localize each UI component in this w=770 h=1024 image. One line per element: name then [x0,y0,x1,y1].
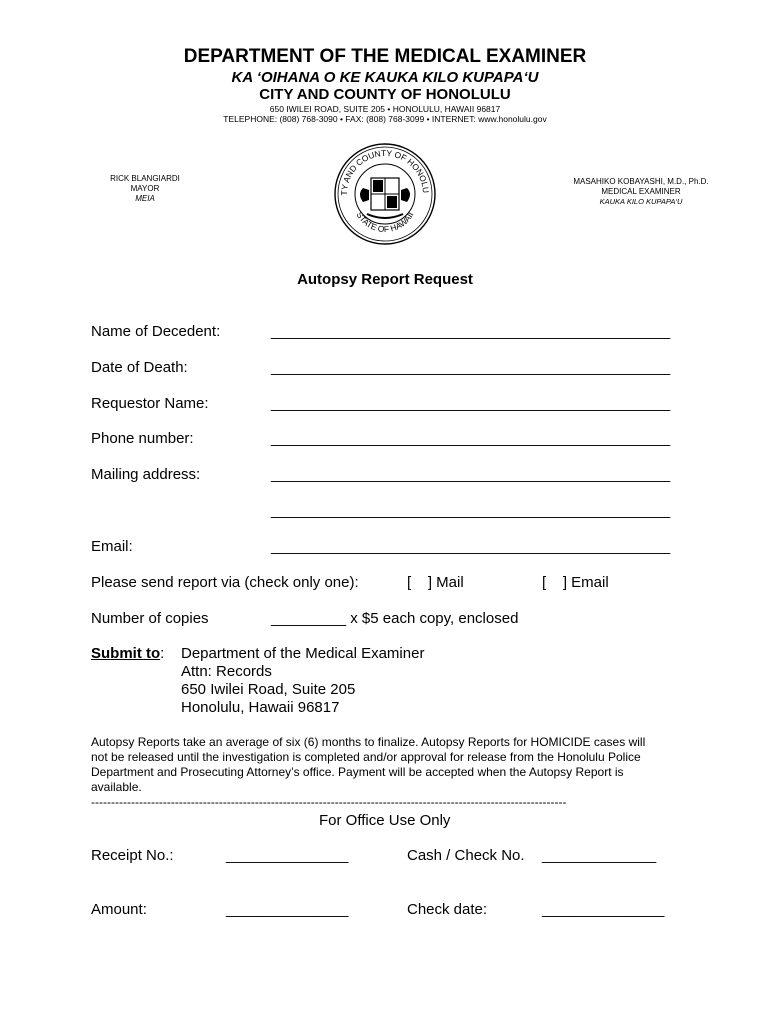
submit-to-heading: Submit to [91,645,161,662]
medical-examiner-block [560,177,722,207]
date-of-death-input-line[interactable]: _________________________________________________ [271,359,670,376]
processing-notice [91,735,691,795]
department-hawaiian-title: KA ‘OIHANA O KE KAUKA KILO KUPAPA‘U [231,69,539,86]
mayor-name: RICK BLANGIARDI [110,174,180,183]
mayor-hawaiian-title: MEIA [135,194,155,203]
seal-top-text: TY AND COUNTY OF HONOLU [338,147,432,196]
notice-line: Department and Prosecuting Attorney’s office. Payment will be accepted when the Autopsy Report is [91,765,624,779]
submit-to-label [91,645,164,662]
cash-check-label: Cash / Check No. [407,847,525,864]
notice-line: Autopsy Reports take an average of six (6) months to finalize. Autopsy Reports for HOMICIDE cases will [91,735,646,749]
submit-address-block [181,645,424,717]
cash-check-input-line[interactable]: ______________ [542,847,656,864]
receipt-input-line[interactable]: _______________ [226,847,349,864]
requestor-input-line[interactable]: _________________________________________________ [271,395,670,412]
decedent-label: Name of Decedent: [91,323,221,340]
mailing-address-input-line-1[interactable]: _________________________________________________ [271,466,670,483]
medical-examiner-title: MEDICAL EXAMINER [601,187,681,196]
notice-line: not be released until the investigation is completed and/or approval for release from the Honolulu Police [91,750,641,764]
svg-text:STATE OF HAWAII [354,210,415,234]
receipt-label: Receipt No.: [91,847,174,864]
city-seal [333,142,437,246]
copies-label: Number of copies [91,610,209,627]
email-input-line[interactable]: _________________________________________________ [271,538,670,555]
mayor-block [100,174,190,204]
check-date-label: Check date: [407,901,488,918]
seal-emblem-icon [333,142,437,246]
phone-input-line[interactable]: _________________________________________________ [271,430,670,447]
email-checkbox[interactable]: [ ] Email [542,574,609,591]
office-use-divider: ----------------------------------------------------------------------------------------------------------------------- [91,795,567,809]
amount-label: Amount: [91,901,147,918]
office-address: 650 IWILEI ROAD, SUITE 205 • HONOLULU, HAWAII 96817 [269,104,501,114]
decedent-input-line[interactable]: _________________________________________________ [271,323,670,340]
seal-bottom-text: STATE OF HAWAII [354,209,416,235]
copies-input-line[interactable]: _________ x $5 each copy, enclosed [271,610,519,627]
email-label: Email: [91,538,133,555]
amount-input-line[interactable]: _______________ [226,901,349,918]
office-use-title: For Office Use Only [319,812,451,829]
office-contact: TELEPHONE: (808) 768-3090 • FAX: (808) 768-3099 • INTERNET: www.honolulu.gov [223,114,547,124]
mailing-address-label: Mailing address: [91,466,201,483]
notice-line: available. [91,780,142,794]
medical-examiner-name: MASAHIKO KOBAYASHI, M.D., Ph.D. [573,177,709,186]
phone-label: Phone number: [91,430,194,447]
check-date-input-line[interactable]: _______________ [542,901,665,918]
form-title: Autopsy Report Request [297,271,473,288]
submit-address-line: Attn: Records [181,663,272,680]
city-county-title: CITY AND COUNTY OF HONOLULU [259,86,511,103]
mailing-address-input-line-2[interactable]: _________________________________________________ [271,502,670,519]
mayor-title: MAYOR [130,184,160,193]
submit-to-colon: : [160,645,165,662]
date-of-death-label: Date of Death: [91,359,188,376]
department-title: DEPARTMENT OF THE MEDICAL EXAMINER [183,46,587,67]
mail-checkbox[interactable]: [ ] Mail [407,574,464,591]
submit-address-line: Department of the Medical Examiner [181,645,425,662]
medical-examiner-hawaiian-title: KAUKA KILO KUPAPA‘U [599,197,683,206]
submit-address-line: Honolulu, Hawaii 96817 [181,699,340,716]
submit-address-line: 650 Iwilei Road, Suite 205 [181,681,356,698]
requestor-label: Requestor Name: [91,395,209,412]
send-via-label: Please send report via (check only one): [91,574,359,591]
